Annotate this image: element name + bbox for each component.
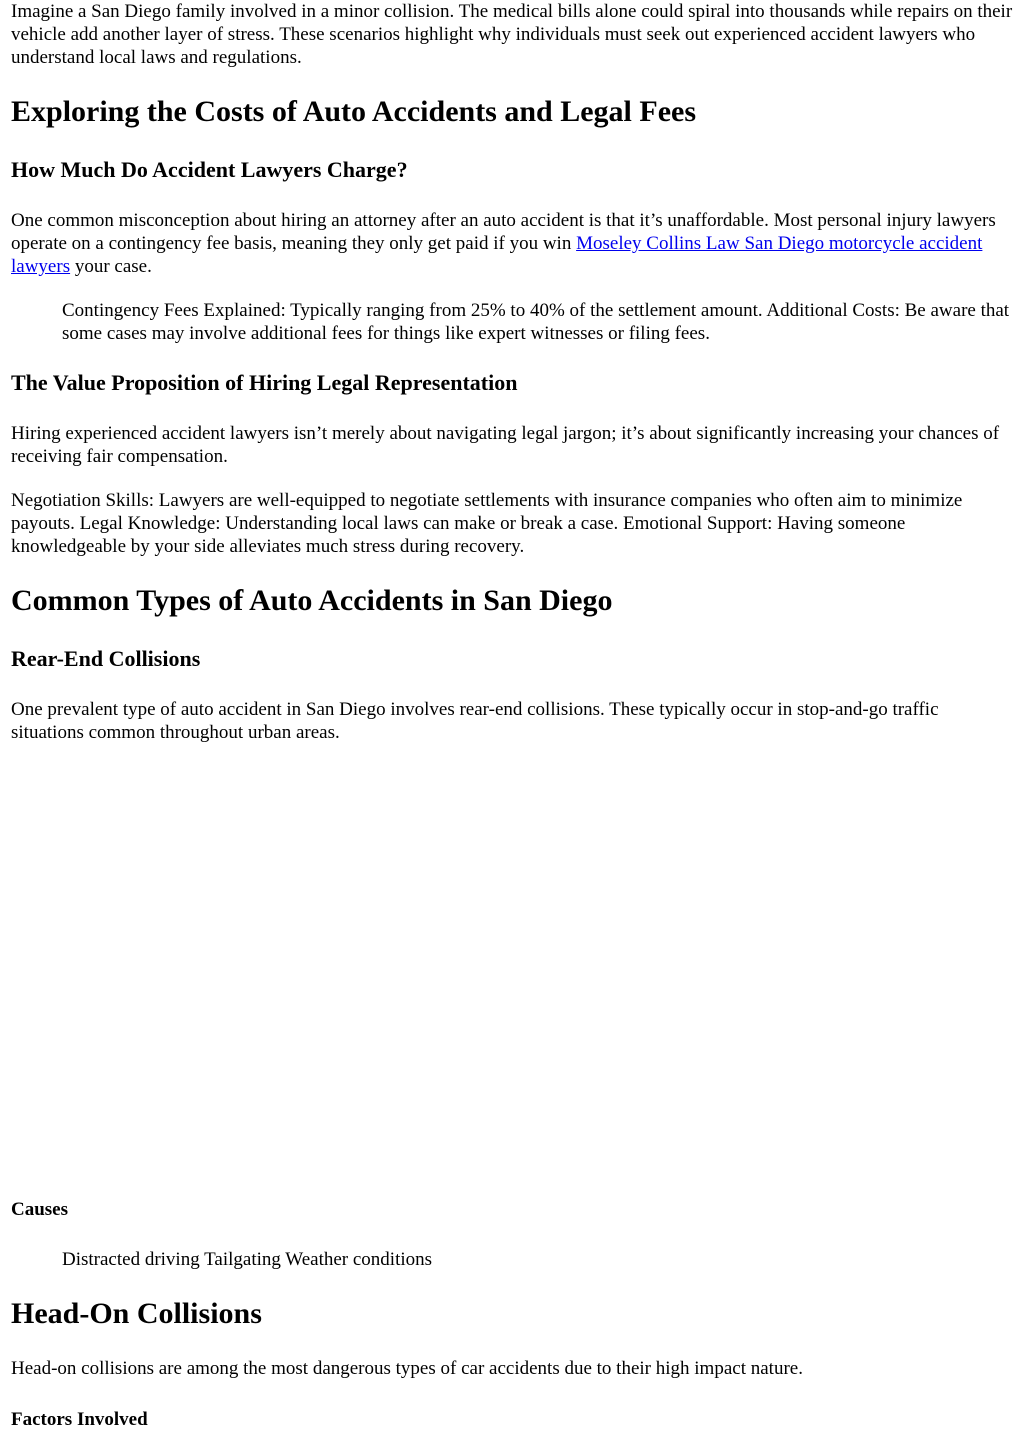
moseley-collins-link[interactable]: Moseley Collins Law San Diego motorcycle accident lawyers (11, 233, 983, 277)
factors-involved-heading: Factors Involved (11, 1409, 148, 1430)
value-paragraph-1: Hiring experienced accident lawyers isn’t merely about navigating legal jargon; it’s about significantly increasing your chances of receiving fair compensation. (11, 423, 1000, 467)
contingency-paragraph (11, 209, 1013, 278)
contingency-text-before-link: One common misconception about hiring an attorney after an auto accident is that it’s unaffordable. Most personal injury lawyers operate on a contingency fee basis, meaning they only get paid if you win (11, 210, 996, 254)
head-on-paragraph: Head-on collisions are among the most dangerous types of car accidents due to their high impact nature. (11, 1358, 803, 1379)
causes-list: Distracted driving Tailgating Weather conditions (62, 1249, 433, 1270)
blank-media-area (11, 760, 1013, 1180)
common-types-heading: Common Types of Auto Accidents in San Diego (11, 584, 613, 617)
causes-heading: Causes (11, 1199, 69, 1220)
contingency-fees-quote: Contingency Fees Explained: Typically ranging from 25% to 40% of the settlement amount. Additional Costs: Be aware that some cases may involve additional fees for things like expert witnesses or filing fees. (62, 300, 1010, 344)
intro-paragraph: Imagine a San Diego family involved in a minor collision. The medical bills alone could spiral into thousands while repairs on their vehicle add another layer of stress. These scenarios highlight why individuals must seek out experienced accident lawyers who understand local laws and regulations. (11, 1, 1013, 68)
head-on-heading: Head-On Collisions (11, 1297, 262, 1330)
value-proposition-heading: The Value Proposition of Hiring Legal Representation (11, 370, 518, 395)
rear-end-paragraph: One prevalent type of auto accident in San Diego involves rear-end collisions. These typically occur in stop-and-go traffic situations common throughout urban areas. (11, 699, 939, 743)
value-paragraph-2: Negotiation Skills: Lawyers are well-equipped to negotiate settlements with insurance companies who often aim to minimize payouts. Legal Knowledge: Understanding local laws can make or break a case. Emotional Support: Having someone knowledgeable by your side alleviates much stress during recovery. (11, 490, 963, 557)
lawyer-charge-heading: How Much Do Accident Lawyers Charge? (11, 157, 408, 182)
rear-end-heading: Rear-End Collisions (11, 646, 201, 671)
costs-heading: Exploring the Costs of Auto Accidents and Legal Fees (11, 95, 697, 128)
contingency-text-after-link: your case. (70, 256, 152, 277)
